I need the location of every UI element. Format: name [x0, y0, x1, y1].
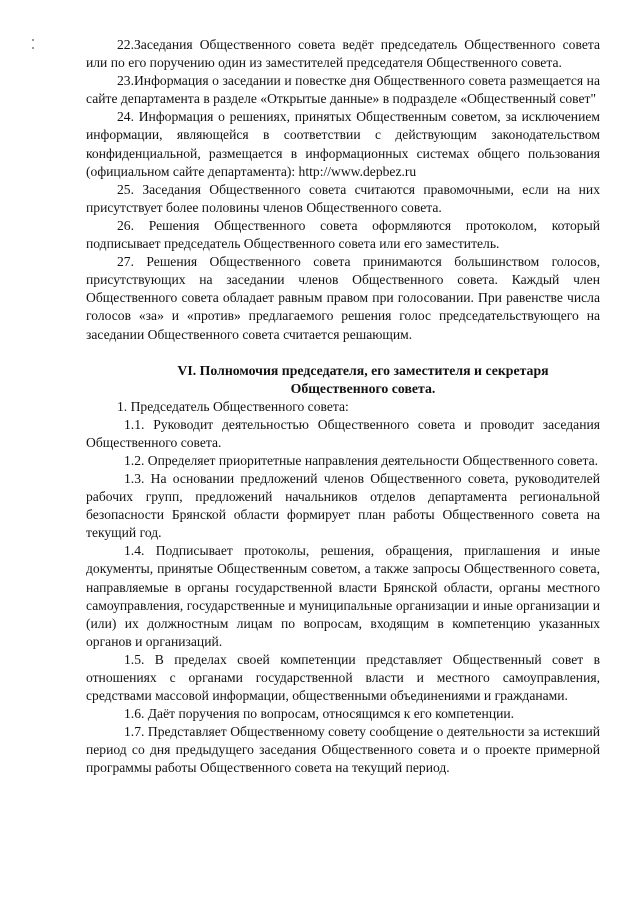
paragraph-23: 23.Информация о заседании и повестке дня Общественного совета размещается на сайте департамента в разделе «Открытые данные» в подразделе «Общественный совет" [86, 73, 600, 107]
clause-1: 1. Председатель Общественного совета: [117, 398, 349, 414]
clause-1-6: 1.6. Даёт поручения по вопросам, относящимся к его компетенции. [124, 706, 515, 722]
document-body [86, 36, 600, 778]
scan-margin-marks [30, 36, 36, 66]
section-heading-line-1: VI. Полномочия председателя, его заместителя и секретаря [177, 362, 549, 378]
paragraph-27: 27. Решения Общественного совета принимаются большинством голосов, присутствующих на заседании членов Общественного совета. Каждый член Общественного совета обладает равным правом при голосовании. При равенстве числа голосов «за» и «против» предлагаемого решения голос председательствующего на заседании Общественного совета считается решающим. [86, 254, 600, 342]
clause-1-3: 1.3. На основании предложений членов Общественного совета, руководителей рабочих групп, предложений начальников отделов департамента региональной безопасности Брянской области формирует план работы Общественного совета на текущий год. [86, 470, 600, 541]
clause-1-5: 1.5. В пределах своей компетенции представляет Общественный совет в отношениях с органами государственной власти и местного самоуправления, средствами массовой информации, общественными объединениями и гражданами. [86, 651, 600, 704]
clause-1-4: 1.4. Подписывает протоколы, решения, обращения, приглашения и иные документы, принятые Общественным советом, а также запросы Общественного совета, направляемые в органы государственной власти Брянской области, органы местного самоуправления, государственные и муниципальные организации и иные организации и (или) их должностным лицам по вопросам, входящим в компетенцию указанных органов и организаций. [86, 543, 600, 649]
clause-1-7: 1.7. Представляет Общественному совету сообщение о деятельности за истекший период со дня предыдущего заседания Общественного совета и о проекте примерной программы работы Общественного совета на текущий период. [86, 724, 600, 776]
clause-1-1: 1.1. Руководит деятельностью Общественного совета и проводит заседания Общественного совета. [86, 416, 600, 450]
section-heading-line-2: Общественного совета. [290, 380, 436, 396]
clause-1-2: 1.2. Определяет приоритетные направления деятельности Общественного совета. [124, 452, 599, 468]
paragraph-24: 24. Информация о решениях, принятых Общественным советом, за исключением информации, являющейся в соответствии с действующим законодательством конфиденциальной, размещается в информационных системах общего пользования (официальном сайте департамента): http://www.depbez.ru [86, 109, 600, 179]
paragraph-25: 25. Заседания Общественного совета считаются правомочными, если на них присутствует более половины членов Общественного совета. [86, 181, 600, 215]
section-spacer [86, 344, 600, 362]
paragraph-26: 26. Решения Общественного совета оформляются протоколом, который подписывает председатель Общественного совета или его заместитель. [86, 217, 600, 252]
paragraph-22: 22.Заседания Общественного совета ведёт председатель Общественного совета или по его поручению один из заместителей председателя Общественного совета. [86, 37, 600, 71]
